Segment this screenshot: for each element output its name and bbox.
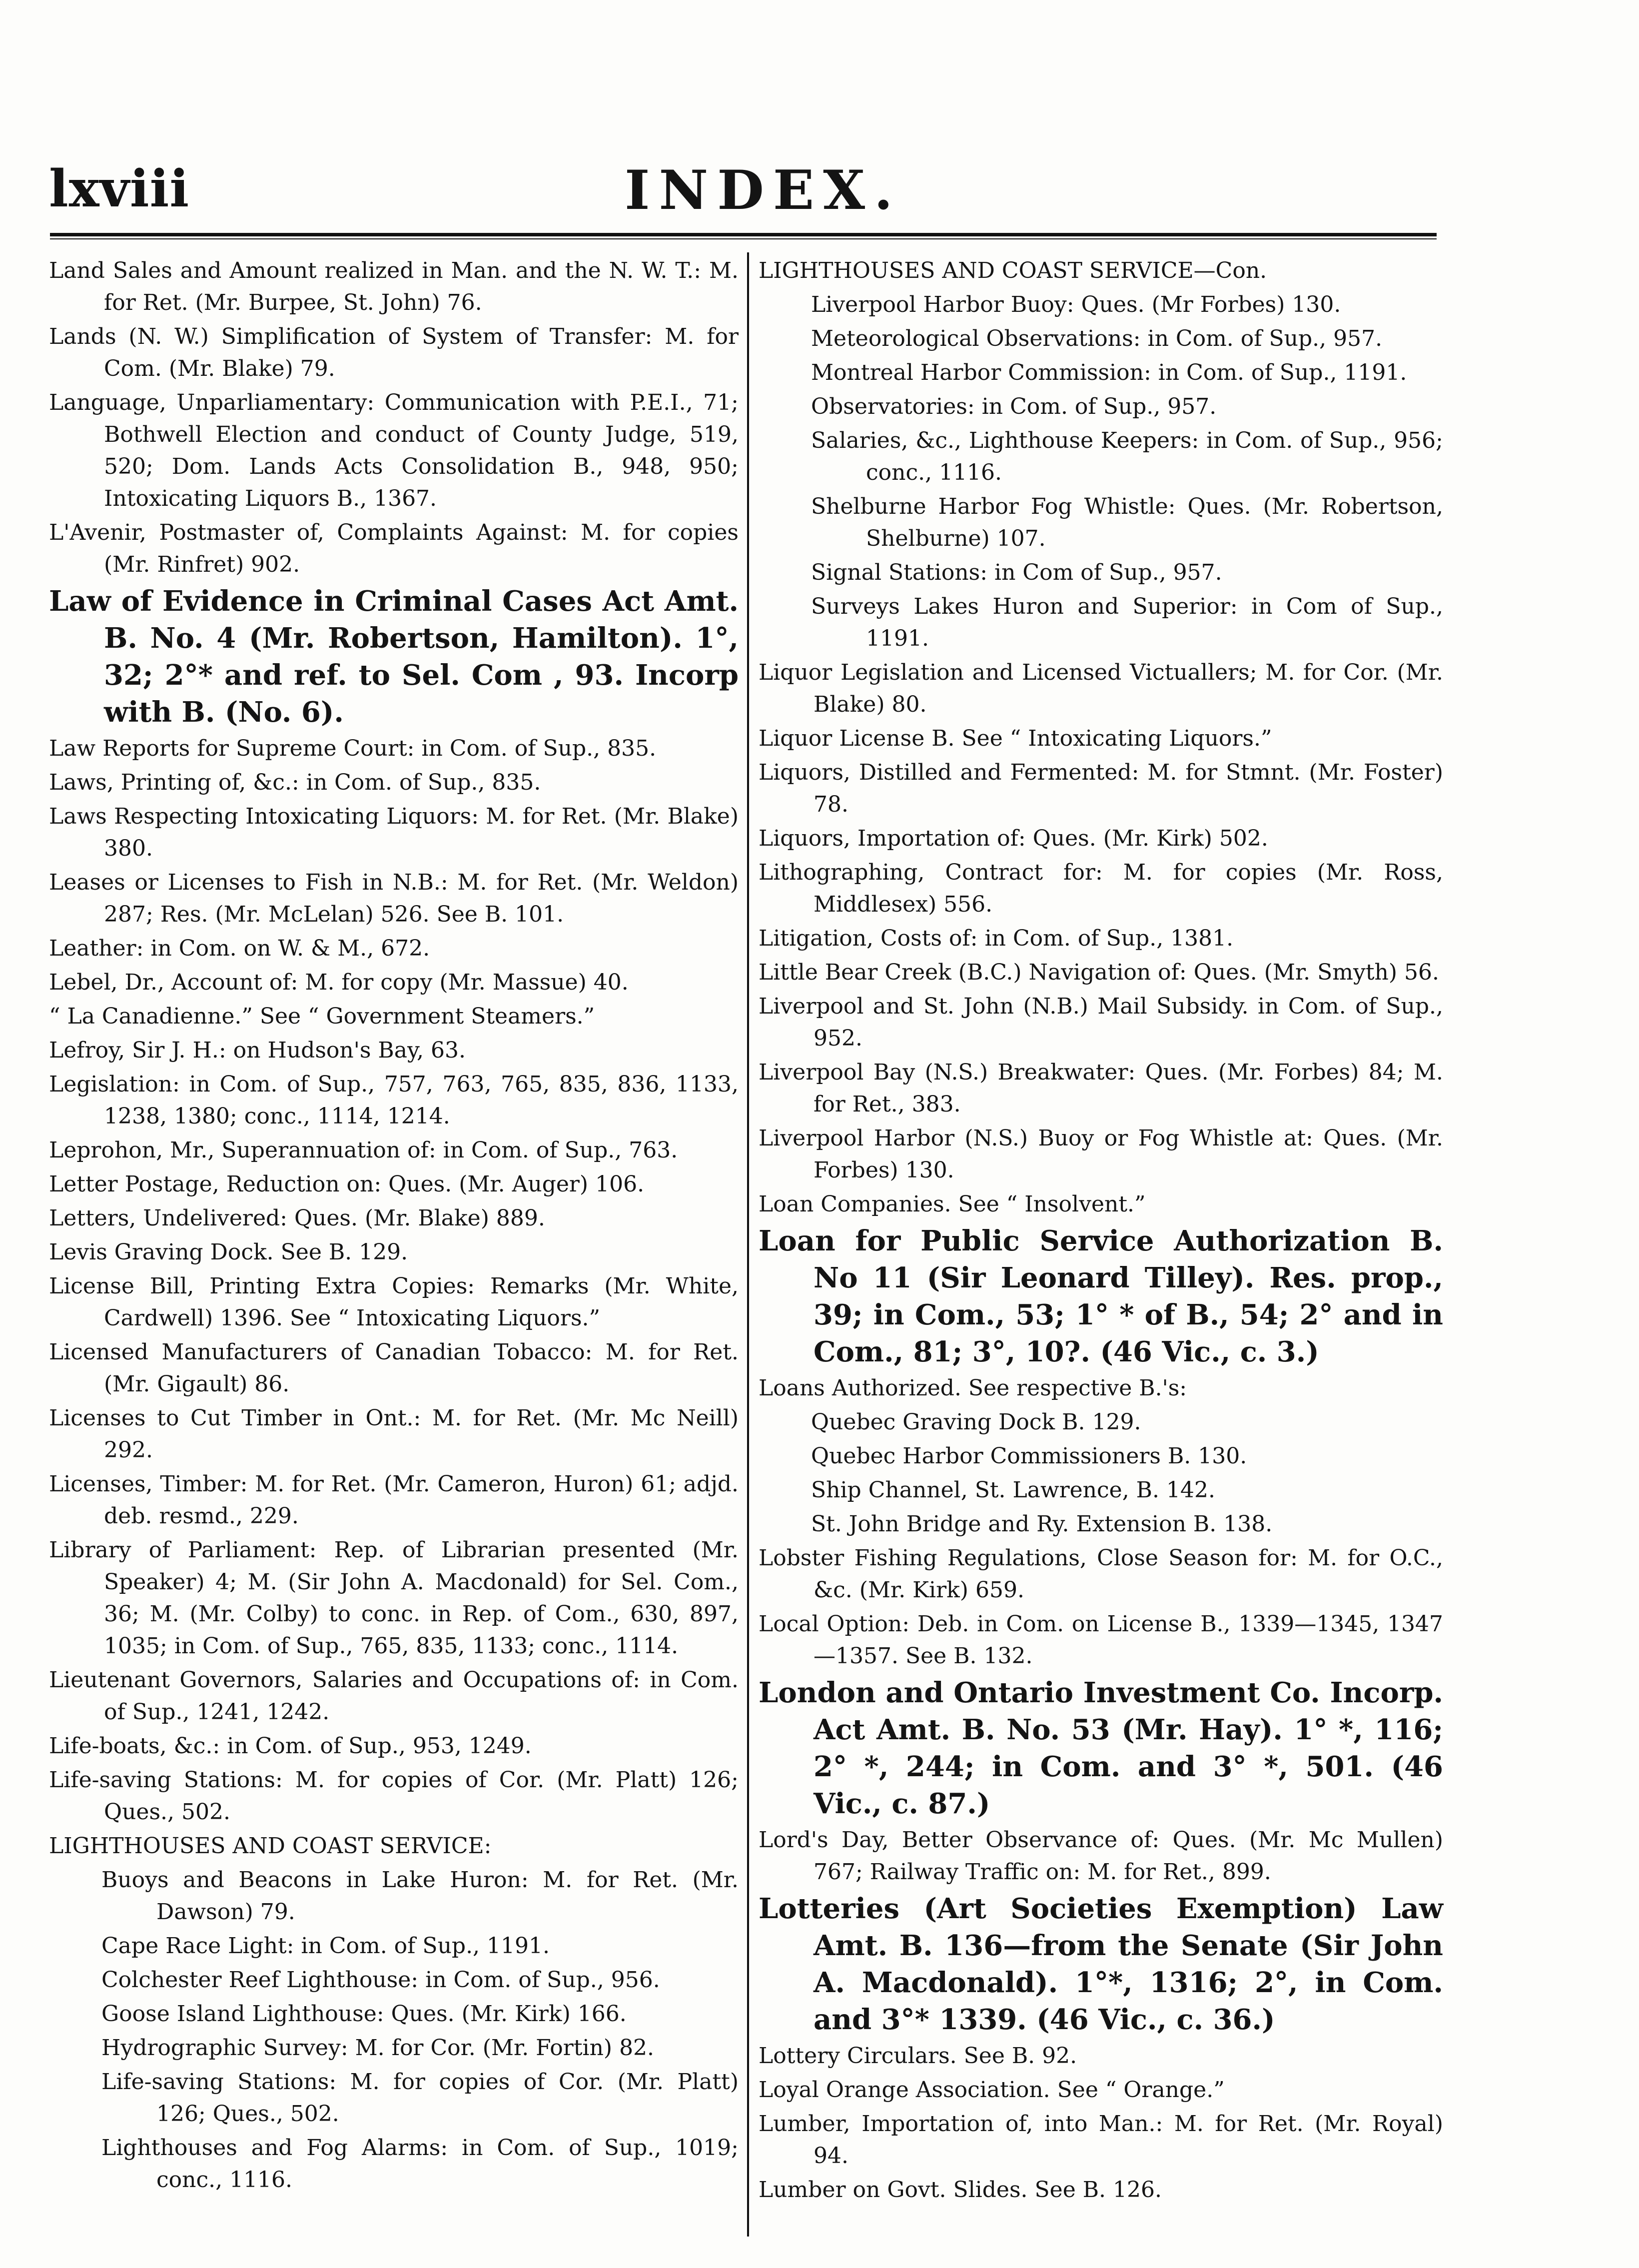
index-subentry: Signal Stations: in Com of Sup., 957. bbox=[811, 560, 1222, 585]
index-entry: Laws, Printing of, &c.: in Com. of Sup., 835. bbox=[49, 770, 541, 795]
index-subentry: Quebec Graving Dock B. 129. bbox=[811, 1409, 1141, 1435]
index-entry: Legislation: in Com. of Sup., 757, 763, 765, 835, 836, 1133, 1238, 1380; conc., 1114, 1214. bbox=[49, 1072, 739, 1129]
index-entry: Law of Evidence in Criminal Cases Act Amt. B. No. 4 (Mr. Robertson, Hamilton). 1°, 32; 2°* and ref. to Sel. Com , 93. Incorp with B. (No. 6). bbox=[49, 585, 739, 729]
index-subentry: Salaries, &c., Lighthouse Keepers: in Com. of Sup., 956; conc., 1116. bbox=[811, 428, 1443, 485]
index-entry: Lottery Circulars. See B. 92. bbox=[759, 2043, 1077, 2069]
index-entry: Liverpool and St. John (N.B.) Mail Subsidy. in Com. of Sup., 952. bbox=[759, 994, 1443, 1051]
index-subentry: Observatories: in Com. of Sup., 957. bbox=[811, 394, 1217, 419]
index-entry: Letter Postage, Reduction on: Ques. (Mr. Auger) 106. bbox=[49, 1171, 645, 1197]
page-title: INDEX. bbox=[625, 159, 902, 222]
index-entry: Lefroy, Sir J. H.: on Hudson's Bay, 63. bbox=[49, 1038, 466, 1063]
index-entry: Leather: in Com. on W. & M., 672. bbox=[49, 936, 430, 961]
index-entry: Lebel, Dr., Account of: M. for copy (Mr. Massue) 40. bbox=[49, 970, 629, 995]
index-entry: Laws Respecting Intoxicating Liquors: M. for Ret. (Mr. Blake) 380. bbox=[49, 804, 739, 861]
index-entry: Liquor Legislation and Licensed Victuallers; M. for Cor. (Mr. Blake) 80. bbox=[759, 660, 1443, 717]
index-subentry: Hydrographic Survey: M. for Cor. (Mr. Fortin) 82. bbox=[101, 2035, 655, 2061]
index-entry: Lord's Day, Better Observance of: Ques. (Mr. Mc Mullen) 767; Railway Traffic on: M. for Ret., 899. bbox=[759, 1827, 1443, 1885]
index-subentry: Meteorological Observations: in Com. of Sup., 957. bbox=[811, 326, 1383, 351]
left-column bbox=[49, 255, 739, 2198]
index-subentry: Shelburne Harbor Fog Whistle: Ques. (Mr. Robertson, Shelburne) 107. bbox=[811, 494, 1443, 551]
index-entry: Liquors, Distilled and Fermented: M. for Stmnt. (Mr. Foster) 78. bbox=[759, 760, 1443, 817]
index-subentry: Liverpool Harbor Buoy: Ques. (Mr Forbes) 130. bbox=[811, 292, 1341, 317]
index-entry: License Bill, Printing Extra Copies: Remarks (Mr. White, Cardwell) 1396. See “ Intoxicating Liquors.” bbox=[49, 1273, 739, 1331]
index-entry: Licenses, Timber: M. for Ret. (Mr. Cameron, Huron) 61; adjd. deb. resmd., 229. bbox=[49, 1471, 739, 1529]
index-section-heading: LIGHTHOUSES AND COAST SERVICE: bbox=[49, 1833, 492, 1859]
index-entry: Liquor License B. See “ Intoxicating Liquors.” bbox=[759, 726, 1272, 751]
index-entry: Liverpool Bay (N.S.) Breakwater: Ques. (Mr. Forbes) 84; M. for Ret., 383. bbox=[759, 1060, 1443, 1117]
index-subentry: St. John Bridge and Ry. Extension B. 138. bbox=[811, 1511, 1273, 1537]
index-entry: Lobster Fishing Regulations, Close Season for: M. for O.C., &c. (Mr. Kirk) 659. bbox=[759, 1545, 1443, 1603]
index-entry: Local Option: Deb. in Com. on License B., 1339—1345, 1347—1357. See B. 132. bbox=[759, 1611, 1443, 1669]
index-entry: Lumber on Govt. Slides. See B. 126. bbox=[759, 2177, 1162, 2203]
index-subentry: Quebec Harbor Commissioners B. 130. bbox=[811, 1443, 1247, 1469]
header-rule-thin bbox=[50, 238, 1437, 239]
index-entry: Life-saving Stations: M. for copies of Cor. (Mr. Platt) 126; Ques., 502. bbox=[49, 1767, 739, 1825]
index-entry: Litigation, Costs of: in Com. of Sup., 1381. bbox=[759, 926, 1234, 951]
index-entry: Lithographing, Contract for: M. for copies (Mr. Ross, Middlesex) 556. bbox=[759, 860, 1443, 917]
index-entry: Licensed Manufacturers of Canadian Tobacco: M. for Ret. (Mr. Gigault) 86. bbox=[49, 1339, 739, 1397]
index-subentry: Life-saving Stations: M. for copies of Cor. (Mr. Platt) 126; Ques., 502. bbox=[101, 2069, 739, 2127]
index-subentry: Ship Channel, St. Lawrence, B. 142. bbox=[811, 1477, 1215, 1503]
index-entry: Letters, Undelivered: Ques. (Mr. Blake) 889. bbox=[49, 1205, 545, 1231]
index-entry: Levis Graving Dock. See B. 129. bbox=[49, 1239, 408, 1265]
index-subentry: Montreal Harbor Commission: in Com. of Sup., 1191. bbox=[811, 360, 1407, 385]
header-rule bbox=[50, 233, 1437, 236]
index-entry: Lieutenant Governors, Salaries and Occupations of: in Com. of Sup., 1241, 1242. bbox=[49, 1667, 739, 1725]
index-entry: Licenses to Cut Timber in Ont.: M. for Ret. (Mr. Mc Neill) 292. bbox=[49, 1405, 739, 1463]
index-entry: Leases or Licenses to Fish in N.B.: M. for Ret. (Mr. Weldon) 287; Res. (Mr. McLelan) 526. See B. 101. bbox=[49, 870, 739, 927]
index-entry: Loans Authorized. See respective B.'s: bbox=[759, 1375, 1187, 1401]
index-entry: Loan Companies. See “ Insolvent.” bbox=[759, 1191, 1146, 1217]
index-entry: London and Ontario Investment Co. Incorp. Act Amt. B. No. 53 (Mr. Hay). 1° *, 116; 2° *, 244; in Com. and 3° *, 501. (46 Vic., c. 87.) bbox=[759, 1676, 1443, 1820]
column-divider bbox=[747, 252, 749, 2237]
index-entry: Land Sales and Amount realized in Man. and the N. W. T.: M. for Ret. (Mr. Burpee, St. John) 76. bbox=[49, 258, 739, 315]
index-entry: L'Avenir, Postmaster of, Complaints Against: M. for copies (Mr. Rinfret) 902. bbox=[49, 520, 739, 577]
index-section-heading: LIGHTHOUSES AND COAST SERVICE—Con. bbox=[759, 258, 1267, 283]
index-entry: Liquors, Importation of: Ques. (Mr. Kirk) 502. bbox=[759, 826, 1268, 851]
index-entry: “ La Canadienne.” See “ Government Steamers.” bbox=[49, 1004, 595, 1029]
index-subentry: Lighthouses and Fog Alarms: in Com. of Sup., 1019; conc., 1116. bbox=[101, 2135, 739, 2193]
index-subentry: Buoys and Beacons in Lake Huron: M. for Ret. (Mr. Dawson) 79. bbox=[101, 1867, 739, 1925]
index-entry: Life-boats, &c.: in Com. of Sup., 953, 1249. bbox=[49, 1733, 532, 1759]
index-entry: Lumber, Importation of, into Man.: M. for Ret. (Mr. Royal) 94. bbox=[759, 2111, 1443, 2169]
page-folio: lxviii bbox=[49, 159, 190, 219]
index-entry: Library of Parliament: Rep. of Librarian presented (Mr. Speaker) 4; M. (Sir John A. Macdonald) for Sel. Com., 36; M. (Mr. Colby) to conc. in Rep. of Com., 630, 897, 1035; in Com. of Sup., 765, 835, 1133; conc., 1114. bbox=[49, 1537, 739, 1659]
index-entry: Lotteries (Art Societies Exemption) Law Amt. B. 136—from the Senate (Sir John A. Macdonald). 1°*, 1316; 2°, in Com. and 3°* 1339. (46 Vic., c. 36.) bbox=[759, 1892, 1443, 2036]
index-entry: Loan for Public Service Authorization B. No 11 (Sir Leonard Tilley). Res. prop., 39; in Com., 53; 1° * of B., 54; 2° and in Com., 81; 3°, 10?. (46 Vic., c. 3.) bbox=[759, 1224, 1443, 1368]
index-subentry: Cape Race Light: in Com. of Sup., 1191. bbox=[101, 1933, 550, 1959]
index-subentry: Colchester Reef Lighthouse: in Com. of Sup., 956. bbox=[101, 1967, 660, 1993]
index-entry: Law Reports for Supreme Court: in Com. of Sup., 835. bbox=[49, 736, 657, 761]
index-entry: Lands (N. W.) Simplification of System of Transfer: M. for Com. (Mr. Blake) 79. bbox=[49, 324, 739, 381]
index-entry: Loyal Orange Association. See “ Orange.” bbox=[759, 2077, 1225, 2103]
index-subentry: Goose Island Lighthouse: Ques. (Mr. Kirk) 166. bbox=[101, 2001, 627, 2027]
index-subentry: Surveys Lakes Huron and Superior: in Com of Sup., 1191. bbox=[811, 594, 1443, 651]
index-entry: Little Bear Creek (B.C.) Navigation of: Ques. (Mr. Smyth) 56. bbox=[759, 960, 1440, 985]
index-entry: Liverpool Harbor (N.S.) Buoy or Fog Whistle at: Ques. (Mr. Forbes) 130. bbox=[759, 1126, 1443, 1183]
index-entry: Language, Unparliamentary: Communication with P.E.I., 71; Bothwell Election and conduct of County Judge, 519, 520; Dom. Lands Acts Consolidation B., 948, 950; Intoxicating Liquors B., 1367. bbox=[49, 390, 739, 511]
right-column bbox=[759, 255, 1443, 2208]
index-entry: Leprohon, Mr., Superannuation of: in Com. of Sup., 763. bbox=[49, 1137, 678, 1163]
